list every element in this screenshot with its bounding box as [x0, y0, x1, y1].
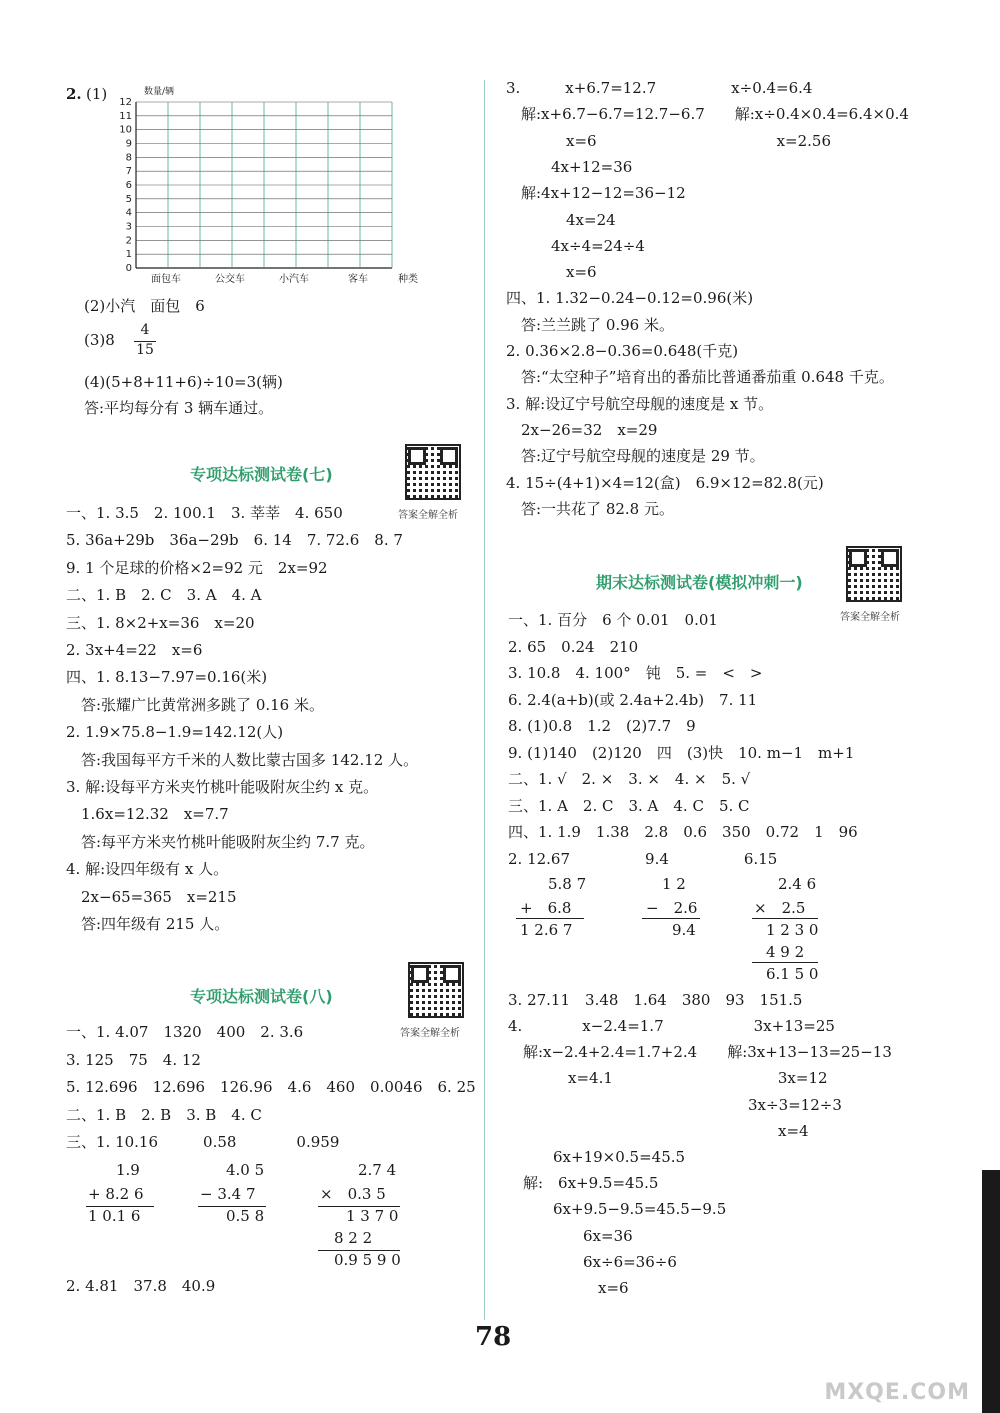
chart-xtick-label: 公交车: [215, 274, 245, 285]
sec7-line-9: 2. 1.9×75.8−1.9=142.12(人): [66, 723, 284, 742]
fraction-numerator: 4: [140, 322, 150, 338]
final-eq-line-6: 6x+19×0.5=45.5: [508, 1148, 686, 1166]
chart-ytick-label: 4: [125, 207, 132, 219]
sec7-line-1: 一、1. 3.5 2. 100.1 3. 莘莘 4. 650: [66, 504, 343, 522]
qr-code-icon[interactable]: [408, 962, 464, 1018]
bar-chart: [100, 86, 430, 286]
fcalc3-line4: 4 9 2: [766, 943, 805, 961]
sec7-line-13: 答:每平方米夹竹桃叶能吸附灰尘约 7.7 克。: [66, 832, 375, 851]
chart-xtick-label: 小汽车: [279, 274, 309, 285]
calc3-line5: 0.9 5 9 0: [334, 1251, 401, 1269]
section-title-8: 专项达标测试卷(八): [190, 987, 333, 1006]
chart-ytick-label: 10: [119, 124, 132, 136]
calc2-line2: − 3.4 7: [200, 1185, 256, 1203]
right-line-10: 答:兰兰跳了 0.96 米。: [506, 315, 674, 334]
fcalc1-line1: 5.8 7: [548, 875, 587, 893]
sec8-line-1: 一、1. 4.07 1320 400 2. 3.6: [66, 1023, 304, 1041]
fcalc2-line1: 1 2: [662, 875, 686, 893]
chart-ytick-label: 5: [125, 193, 132, 205]
sec7-line-7: 四、1. 8.13−7.97=0.16(米): [66, 668, 268, 687]
q2-part1: (1): [86, 85, 108, 103]
final-line-8: 三、1. A 2. C 3. A 4. C 5. C: [508, 796, 750, 815]
chart-ytick-label: 0: [125, 263, 132, 274]
chart-ytick-label: 7: [125, 166, 132, 178]
q2-part3: (3)8: [84, 331, 115, 349]
final-line-3: 3. 10.8 4. 100° 钝 5. = < >: [508, 664, 763, 682]
final-line-9: 四、1. 1.9 1.38 2.8 0.6 350 0.72 1 96: [508, 823, 858, 841]
calc3-line3: 1 3 7 0: [346, 1207, 399, 1225]
final-eq-line-8: 6x+9.5−9.5=45.5−9.5: [508, 1200, 727, 1219]
chart-ytick-label: 2: [125, 235, 132, 247]
fcalc3-line1: 2.4 6: [778, 875, 817, 893]
sec7-line-11: 3. 解:设每平方米夹竹桃叶能吸附灰尘约 x 克。: [66, 778, 379, 796]
fcalc1-line3: 1 2.6 7: [520, 921, 573, 939]
right-line-15: 答:辽宁号航空母舰的速度是 29 节。: [506, 447, 765, 466]
q2-part2: (2)小汽 面包 6: [84, 297, 205, 315]
fcalc2-rule: [642, 918, 700, 919]
final-eq-line-7: 解: 6x+9.5=45.5: [508, 1174, 659, 1193]
sec7-line-6: 2. 3x+4=22 x=6: [66, 641, 203, 659]
right-line-17: 答:一共花了 82.8 元。: [506, 499, 674, 518]
right-line-16: 4. 15÷(4+1)×4=12(盒) 6.9×12=82.8(元): [506, 473, 824, 492]
sec7-line-4: 二、1. B 2. C 3. A 4. A: [66, 586, 262, 605]
qr-caption: 答案全解全析: [840, 612, 900, 623]
sec7-line-2: 5. 36a+29b 36a−29b 6. 14 7. 72.6 8. 7: [66, 531, 403, 550]
sec8-line-2: 3. 125 75 4. 12: [66, 1050, 201, 1069]
final-line-1: 一、1. 百分 6 个 0.01 0.01: [508, 611, 718, 629]
chart-ylabel: 数量/辆: [144, 87, 175, 97]
qr-code-icon[interactable]: [846, 546, 902, 602]
right-line-5: 解:4x+12−12=36−12: [506, 184, 686, 203]
chart-ytick-label: 9: [125, 138, 132, 150]
watermark: MXQE.COM: [824, 1380, 970, 1405]
sec7-line-15: 2x−65=365 x=215: [66, 887, 237, 906]
final-eq-line-3: x=4.1 3x=12: [508, 1069, 828, 1088]
chart-ytick-label: 8: [125, 152, 132, 164]
calc3-line4: 8 2 2: [334, 1229, 373, 1247]
sec7-line-8: 答:张耀广比黄常洲多跳了 0.16 米。: [66, 695, 324, 714]
final-eq-line-11: x=6: [508, 1279, 629, 1297]
right-line-1: 3. x+6.7=12.7 x÷0.4=6.4: [506, 79, 813, 97]
final-eq-line-1: 4. x−2.4=1.7 3x+13=25: [508, 1017, 835, 1035]
right-line-6: 4x=24: [506, 210, 616, 229]
fcalc3-line3: 1 2 3 0: [766, 921, 819, 939]
section-title-final: 期末达标测试卷(模拟冲刺一): [596, 573, 803, 592]
chart-ytick-label: 3: [125, 221, 132, 233]
sec7-line-3: 9. 1 个足球的价格×2=92 元 2x=92: [66, 558, 328, 577]
q2-part4: (4)(5+8+11+6)÷10=3(辆): [84, 373, 283, 391]
final-eq-line-4: 3x÷3=12÷3: [508, 1095, 842, 1114]
right-line-4: 4x+12=36: [506, 157, 633, 176]
page-edge-tab: [982, 1170, 1000, 1413]
calc2-line3: 0.5 8: [226, 1207, 265, 1225]
right-line-2: 解:x+6.7−6.7=12.7−6.7 解:x÷0.4×0.4=6.4×0.4: [506, 105, 909, 124]
final-eq-line-9: 6x=36: [508, 1226, 633, 1245]
calc1-line3: 1 0.1 6: [88, 1207, 141, 1225]
right-line-9: 四、1. 1.32−0.24−0.12=0.96(米): [506, 289, 754, 308]
sec7-line-14: 4. 解:设四年级有 x 人。: [66, 860, 229, 879]
fcalc1-rule: [516, 918, 584, 919]
sec7-line-10: 答:我国每平方千米的人数比蒙古国多 142.12 人。: [66, 750, 419, 769]
calc1-line2: + 8.2 6: [88, 1185, 144, 1203]
final-eq-line-2: 解:x−2.4+2.4=1.7+2.4 解:3x+13−13=25−13: [508, 1043, 892, 1062]
final-eq-line-5: x=4: [508, 1121, 809, 1140]
fcalc2-line3: 9.4: [672, 921, 696, 939]
qr-caption: 答案全解全析: [398, 510, 458, 521]
sec8-line-3: 5. 12.696 12.696 126.96 4.6 460 0.0046 6. 25: [66, 1078, 476, 1096]
right-line-11: 2. 0.36×2.8−0.36=0.648(千克): [506, 342, 739, 360]
final-line-2: 2. 65 0.24 210: [508, 637, 639, 656]
right-line-13: 3. 解:设辽宁号航空母舰的速度是 x 节。: [506, 394, 774, 413]
qr-caption: 答案全解全析: [400, 1028, 460, 1039]
fcalc3-rule2: [752, 962, 818, 963]
chart-xlabel: 种类: [398, 274, 418, 285]
final-line-7: 二、1. √ 2. × 3. × 4. × 5. √: [508, 770, 751, 788]
calc1-line1: 1.9: [116, 1161, 140, 1179]
q2-number: 2.: [66, 85, 82, 103]
right-line-12: 答:“太空种子”培育出的番茄比普通番茄重 0.648 千克。: [506, 368, 894, 387]
sec7-line-5: 三、1. 8×2+x=36 x=20: [66, 613, 255, 632]
qr-code-icon[interactable]: [405, 444, 461, 500]
final-line-10: 2. 12.67 9.4 6.15: [508, 849, 778, 868]
column-divider: [484, 80, 485, 1320]
sec8-line-5: 三、1. 10.16 0.58 0.959: [66, 1133, 340, 1151]
final-line-5: 8. (1)0.8 1.2 (2)7.7 9: [508, 717, 696, 735]
chart-ytick-label: 6: [125, 180, 132, 191]
s8-last-line: 2. 4.81 37.8 40.9: [66, 1277, 216, 1295]
final-line-4: 6. 2.4(a+b)(或 2.4a+2.4b) 7. 11: [508, 690, 758, 709]
q2-answer: 答:平均每分有 3 辆车通过。: [84, 399, 274, 417]
chart-ytick-label: 12: [119, 97, 132, 108]
fcalc1-line2: + 6.8: [520, 899, 572, 917]
chart-xtick-label: 面包车: [151, 274, 181, 285]
right-line-7: 4x÷4=24÷4: [506, 236, 645, 255]
page-number: 78: [475, 1322, 512, 1352]
right-line-3: x=6 x=2.56: [506, 131, 831, 150]
fcalc3-line2: × 2.5: [754, 899, 806, 917]
calc2-line1: 4.0 5: [226, 1161, 265, 1179]
fcalc3-rule: [752, 918, 818, 919]
fcalc2-line2: − 2.6: [646, 899, 698, 917]
final-line-6: 9. (1)140 (2)120 四 (3)快 10. m−1 m+1: [508, 743, 855, 762]
f3-line: 3. 27.11 3.48 1.64 380 93 151.5: [508, 991, 803, 1009]
chart-ytick-label: 11: [119, 110, 132, 122]
chart-xtick-label: 客车: [348, 274, 368, 285]
chart-ytick-label: 1: [125, 249, 132, 261]
sec7-line-16: 答:四年级有 215 人。: [66, 915, 230, 933]
calc3-line1: 2.7 4: [358, 1161, 397, 1179]
right-line-14: 2x−26=32 x=29: [506, 420, 658, 439]
sec7-line-12: 1.6x=12.32 x=7.7: [66, 805, 229, 824]
fcalc3-line5: 6.1 5 0: [766, 965, 819, 983]
right-line-8: x=6: [506, 263, 597, 282]
fraction-denominator: 15: [136, 342, 154, 358]
section-title-7: 专项达标测试卷(七): [190, 465, 333, 484]
calc3-line2: × 0.3 5: [320, 1185, 386, 1203]
sec8-line-4: 二、1. B 2. B 3. B 4. C: [66, 1105, 262, 1124]
final-eq-line-10: 6x÷6=36÷6: [508, 1252, 677, 1271]
